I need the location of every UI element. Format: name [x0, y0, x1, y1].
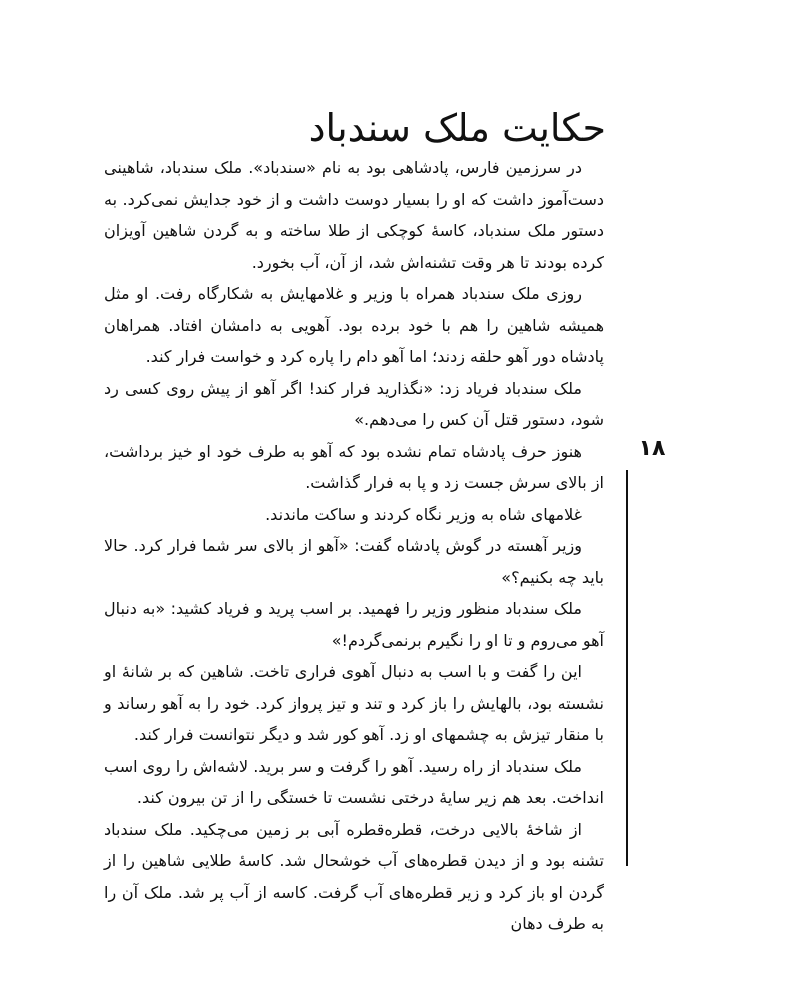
paragraph-5: غلامهای شاه به وزیر نگاه کردند و ساکت ماندند.: [265, 504, 582, 524]
paragraph-4: هنوز حرف پادشاه تمام نشده بود که آهو به طرف خود او خیز برداشت، از بالای سرش جست زد و پا به فرار گذاشت.: [104, 441, 604, 492]
page-number: ۱۸: [638, 436, 666, 461]
paragraph-6: وزیر آهسته در گوش پادشاه گفت: «آهو از بالای سر شما فرار کرد. حالا باید چه بکنیم؟»: [104, 536, 604, 587]
paragraph-7: ملک سندباد منظور وزیر را فهمید. بر اسب پرید و فریاد کشید: «به دنبال آهو می‌روم و تا او را نگیرم برنمی‌گردم!»: [104, 599, 604, 650]
page-title: حکایت ملک سندباد: [308, 106, 606, 151]
story-body: [104, 152, 604, 952]
paragraph-1: در سرزمین فارس، پادشاهی بود به نام «سندباد». ملک سندباد، شاهینی دست‌آموز داشت که او را بسیار دوست داشت و از خود جدایش نمی‌کرد. به دستور ملک سندباد، کاسهٔ کوچکی از طلا ساخته و به گردن شاهین آویزان کرده بودند تا هر وقت تشنه‌اش شد، از آن، آب بخورد.: [104, 158, 604, 272]
paragraph-3: ملک سندباد فریاد زد: «نگذارید فرار کند! اگر آهو از پیش روی کسی رد شود، دستور قتل آن کس را می‌دهم.»: [104, 378, 604, 429]
paragraph-10: از شاخهٔ بالایی درخت، قطره‌قطره آبی بر زمین می‌چکید. ملک سندباد تشنه بود و از دیدن قطره‌های آب خوشحال شد. کاسهٔ طلایی شاهین را از گردن او باز کرد و زیر قطره‌های آب گرفت. کاسه از آب پر شد. ملک آن را به طرف دهان: [104, 819, 604, 933]
paragraph-8: این را گفت و با اسب به دنبال آهوی فراری تاخت. شاهین که بر شانهٔ او نشسته بود، بالهایش را باز کرد و تند و تیز پرواز کرد. خود را به آهو رساند و با منقار تیزش به چشمهای او زد. آهو کور شد و دیگر نتوانست فرار کند.: [104, 662, 604, 744]
paragraph-9: ملک سندباد از راه رسید. آهو را گرفت و سر برید. لاشه‌اش را روی اسب انداخت. بعد هم زیر سایهٔ درختی نشست تا خستگی را از تن بیرون کند.: [104, 756, 604, 807]
margin-rule: [626, 470, 628, 866]
paragraph-2: روزی ملک سندباد همراه با وزیر و غلامهایش به شکارگاه رفت. او مثل همیشه شاهین را هم با خود برده بود. آهویی به دامشان افتاد. همراهان پادشاه دور آهو حلقه زدند؛ اما آهو دام را پاره کرد و خواست فرار کند.: [104, 284, 604, 366]
